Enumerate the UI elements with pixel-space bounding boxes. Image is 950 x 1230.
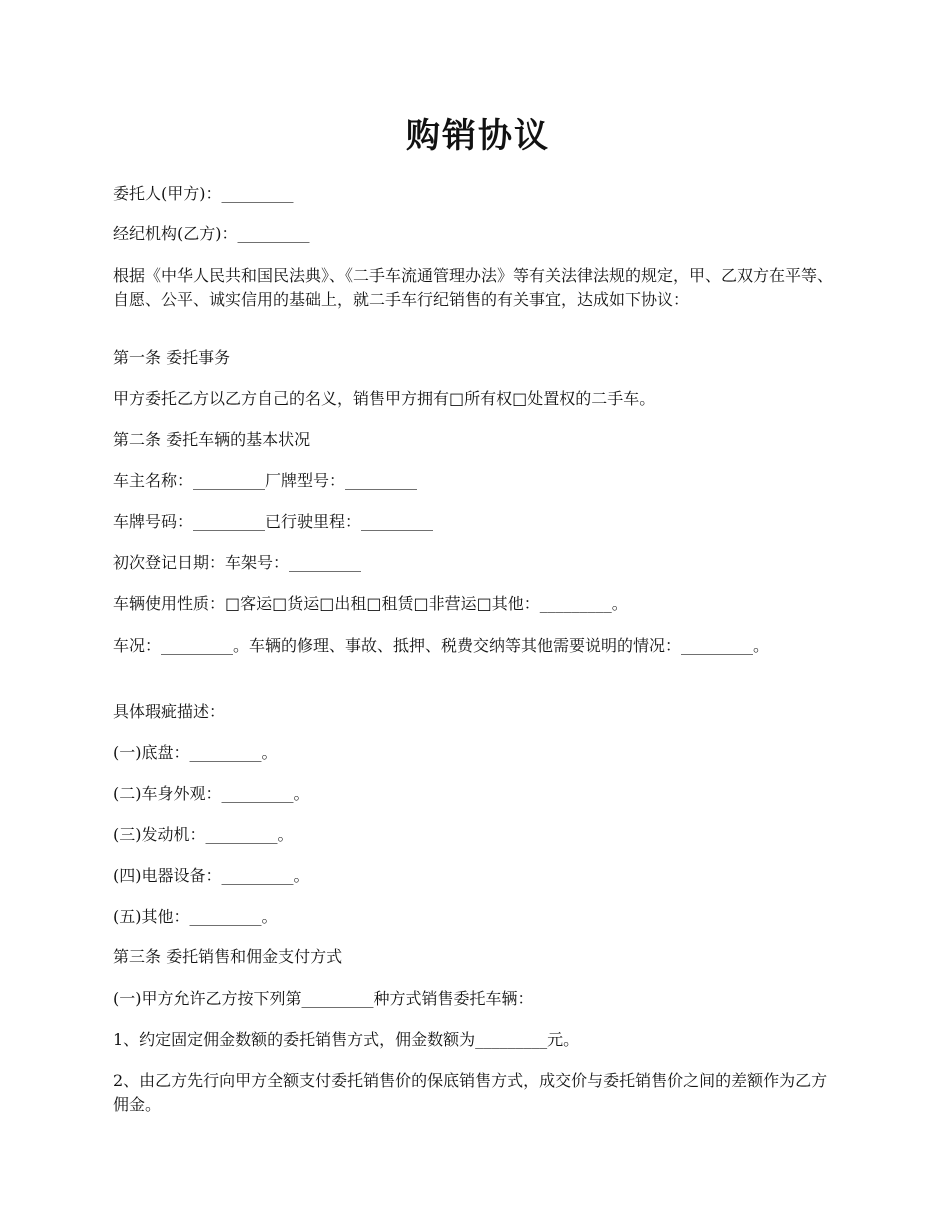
method-1-line: 1、约定固定佣金数额的委托销售方式，佣金数额为_________元。 [113, 1030, 580, 1049]
article-2-heading: 第二条 委托车辆的基本状况 [113, 430, 311, 449]
registration-vin-line: 初次登记日期：车架号：_________ [113, 553, 362, 572]
article-1-text: 甲方委托乙方以乙方自己的名义，销售甲方拥有□所有权□处置权的二手车。 [113, 389, 656, 408]
method-2-paragraph: 2、由乙方先行向甲方全额支付委托销售价的保底销售方式，成交价与委托销售价之间的差额作为乙方佣金。 [113, 1071, 828, 1114]
document-title: 购销协议 [406, 116, 550, 156]
party-b-line: 经纪机构(乙方)：_________ [113, 224, 310, 243]
defect-engine: (三)发动机：_________。 [113, 825, 294, 844]
defect-electrical: (四)电器设备：_________。 [113, 866, 310, 885]
defect-heading: 具体瑕疵描述： [113, 702, 226, 721]
defect-other: (五)其他：_________。 [113, 907, 278, 926]
usage-type-line: 车辆使用性质：□客运□货运□出租□租赁□非营运□其他：_________。 [113, 594, 628, 613]
condition-paragraph: 车况：_________。车辆的修理、事故、抵押、税费交纳等其他需要说明的情况：_________。 [113, 636, 770, 655]
sales-method-line: (一)甲方允许乙方按下列第_________种方式销售委托车辆： [113, 989, 534, 1008]
preamble-paragraph: 根据《中华人民共和国民法典》、《二手车流通管理办法》等有关法律法规的规定，甲、乙双方在平等、自愿、公平、诚实信用的基础上，就二手车行纪销售的有关事宜，达成如下协议： [113, 266, 834, 309]
plate-mileage-line: 车牌号码：_________已行驶里程：_________ [113, 512, 434, 531]
article-1-heading: 第一条 委托事务 [113, 348, 231, 367]
defect-chassis: (一)底盘：_________。 [113, 743, 278, 762]
party-a-line: 委托人(甲方)：_________ [113, 184, 294, 203]
article-3-heading: 第三条 委托销售和佣金支付方式 [113, 947, 343, 966]
owner-model-line: 车主名称：_________厂牌型号：_________ [113, 471, 418, 490]
defect-body: (二)车身外观：_________。 [113, 784, 310, 803]
